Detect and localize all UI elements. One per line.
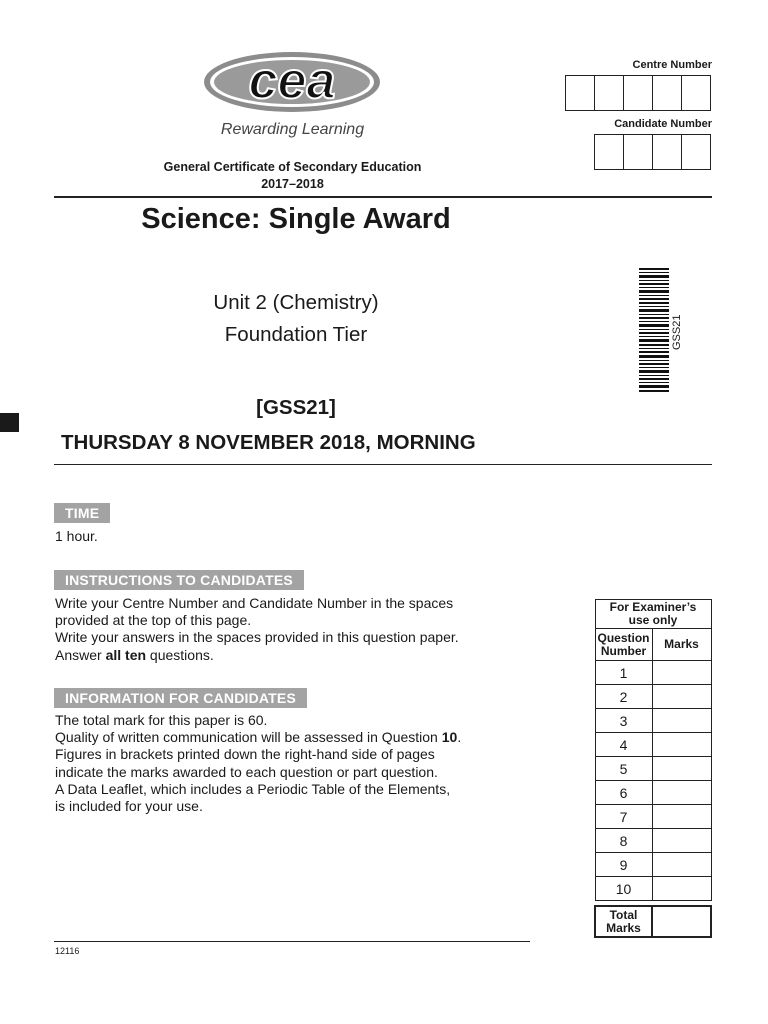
candidate-number-digit-box[interactable]: [653, 135, 682, 169]
centre-number-digit-box[interactable]: [566, 76, 595, 110]
instruction-text: questions.: [146, 646, 214, 663]
paper-title: Science: Single Award: [141, 203, 451, 235]
information-heading: INFORMATION FOR CANDIDATES: [54, 688, 307, 708]
question-number-cell: 1: [595, 661, 652, 685]
instruction-line: Write your answers in the spaces provided in this question paper.: [55, 629, 459, 646]
table-row: [595, 733, 711, 757]
marks-cell[interactable]: [652, 685, 711, 709]
centre-number-digit-box[interactable]: [595, 76, 624, 110]
information-line: A Data Leaflet, which includes a Periodic Table of the Elements,: [55, 780, 451, 797]
total-label-line: Total: [609, 907, 638, 922]
instructions-text: [55, 595, 515, 664]
table-row: [595, 805, 711, 829]
marks-cell[interactable]: [652, 877, 711, 901]
paper-tier: Foundation Tier: [224, 323, 368, 346]
examiner-marks-table: [594, 599, 712, 938]
candidate-number-digit-box[interactable]: [624, 135, 653, 169]
instruction-text: Answer: [55, 646, 106, 663]
question-number-cell: 6: [595, 781, 652, 805]
column-header-line: Number: [600, 643, 647, 658]
centre-number-label: Centre Number: [632, 59, 712, 71]
information-text: [55, 712, 525, 815]
instruction-line: [55, 647, 515, 664]
table-row: [595, 685, 711, 709]
total-label: [595, 906, 652, 937]
logo-text: cea: [248, 52, 336, 110]
information-text-part: Quality of written communication will be assessed in Question: [55, 729, 442, 746]
time-text: 1 hour.: [55, 528, 98, 544]
divider: [54, 196, 712, 198]
question-number-column-header: [595, 629, 652, 661]
barcode-label: GSS21: [671, 314, 683, 350]
footer-divider: [54, 941, 530, 942]
question-number-cell: 9: [595, 853, 652, 877]
question-number-cell: 2: [595, 685, 652, 709]
information-text-part: .: [457, 729, 462, 746]
total-marks-cell[interactable]: [652, 906, 711, 937]
paper-unit: Unit 2 (Chemistry): [213, 291, 379, 314]
total-row: [595, 906, 711, 937]
footer-code: 12116: [55, 946, 80, 956]
table-row: [595, 709, 711, 733]
marks-cell[interactable]: [652, 853, 711, 877]
question-number-cell: 5: [595, 757, 652, 781]
table-row: [595, 757, 711, 781]
information-line: The total mark for this paper is 60.: [55, 712, 268, 728]
question-number-cell: 8: [595, 829, 652, 853]
centre-number-field[interactable]: [565, 75, 711, 111]
candidate-number-digit-box[interactable]: [682, 135, 710, 169]
paper-code: [GSS21]: [256, 396, 336, 419]
barcode: [639, 268, 671, 393]
cea-logo: [200, 50, 385, 115]
time-heading: TIME: [54, 503, 110, 523]
question-number-cell: 4: [595, 733, 652, 757]
centre-number-digit-box[interactable]: [624, 76, 653, 110]
marks-cell[interactable]: [652, 805, 711, 829]
table-row: [595, 781, 711, 805]
question-rows: [595, 661, 711, 901]
instruction-line: Write your Centre Number and Candidate Number in the spaces: [55, 595, 454, 611]
marks-cell[interactable]: [652, 709, 711, 733]
examiner-header-line: use only: [628, 613, 678, 627]
total-label-line: Marks: [606, 920, 641, 935]
table-row: [595, 853, 711, 877]
information-emphasis: 10: [441, 729, 458, 746]
marks-cell[interactable]: [652, 733, 711, 757]
examiner-table-header: [595, 600, 711, 629]
question-number-cell: 7: [595, 805, 652, 829]
candidate-number-label: Candidate Number: [614, 118, 712, 130]
logo-tagline: Rewarding Learning: [220, 121, 365, 138]
exam-date: THURSDAY 8 NOVEMBER 2018, MORNING: [61, 431, 476, 454]
examiner-header-line: For Examiner’s: [609, 600, 697, 614]
question-number-cell: 10: [595, 877, 652, 901]
marks-column-header: Marks: [652, 629, 711, 661]
information-line: Figures in brackets printed down the right-hand side of pages: [55, 746, 435, 763]
information-line: is included for your use.: [55, 798, 203, 815]
divider: [54, 464, 712, 465]
column-header-line: Question: [597, 630, 650, 645]
centre-number-digit-box[interactable]: [682, 76, 710, 110]
table-row: [595, 661, 711, 685]
instruction-line: provided at the top of this page.: [55, 612, 252, 629]
qualification-title: General Certificate of Secondary Education: [163, 160, 422, 174]
instructions-heading: INSTRUCTIONS TO CANDIDATES: [54, 570, 304, 590]
academic-year: 2017–2018: [261, 177, 324, 191]
instruction-emphasis: all ten: [105, 646, 147, 663]
registration-mark: [0, 413, 19, 432]
question-number-cell: 3: [595, 709, 652, 733]
candidate-number-digit-box[interactable]: [595, 135, 624, 169]
candidate-number-field[interactable]: [594, 134, 711, 170]
centre-number-digit-box[interactable]: [653, 76, 682, 110]
marks-cell[interactable]: [652, 757, 711, 781]
marks-cell[interactable]: [652, 661, 711, 685]
information-line: [55, 729, 525, 746]
marks-cell[interactable]: [652, 781, 711, 805]
table-row: [595, 829, 711, 853]
table-row: [595, 877, 711, 901]
marks-cell[interactable]: [652, 829, 711, 853]
information-line: indicate the marks awarded to each question or part question.: [55, 763, 438, 780]
